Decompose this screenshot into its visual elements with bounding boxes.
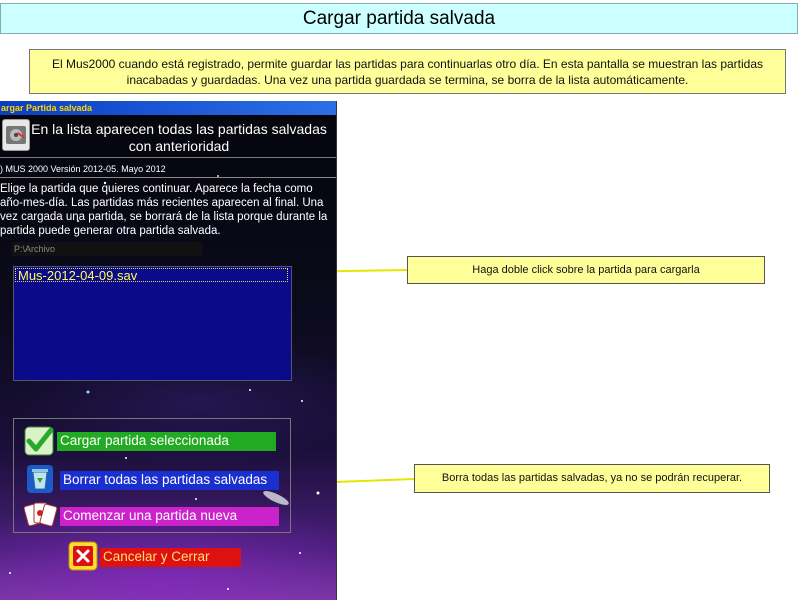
- recycle-bin-icon: [24, 464, 56, 499]
- hard-disk-icon: [2, 119, 30, 151]
- load-button-label: Cargar partida seleccionada: [57, 432, 276, 451]
- window-title: argar Partida salvada: [0, 101, 337, 115]
- cancel-button-label: Cancelar y Cerrar: [100, 548, 241, 567]
- checkmark-icon: [24, 426, 56, 461]
- playing-cards-icon: [24, 501, 58, 536]
- slide-title: Cargar partida salvada: [0, 3, 798, 34]
- intro-note: El Mus2000 cuando está registrado, permite guardar las partidas para continuarlas otro día. En esta pantalla se muestran las partidas inacabadas y guardadas. Una vez una partida guardada se termina, se borra de la lista automáticamente.: [29, 49, 786, 94]
- delete-all-button[interactable]: [24, 464, 284, 494]
- window-heading: En la lista aparecen todas las partidas salvadas con anterioridad: [31, 121, 327, 154]
- version-text: ) MUS 2000 Versión 2012-05. Mayo 2012: [0, 164, 166, 174]
- callout-delete-all: Borra todas las partidas salvadas, ya no se podrán recuperar.: [414, 464, 770, 493]
- callout-double-click: Haga doble click sobre la partida para cargarla: [407, 256, 765, 284]
- new-game-button[interactable]: [24, 501, 280, 531]
- x-icon: [68, 541, 100, 576]
- divider: [0, 177, 336, 178]
- list-item[interactable]: Mus-2012-04-09.sav: [15, 268, 288, 282]
- divider: [0, 157, 336, 158]
- cancel-close-button[interactable]: [68, 541, 244, 571]
- path-field: P:\Archivo: [12, 242, 202, 256]
- instructions-text: Elige la partida que quieres continuar. Aparece la fecha como año-mes-día. Las partidas más recientes aparecen al final. Una vez cargada una partida, se borrará de la lista porque durante la partida puede generar otra partida salvada.: [0, 183, 328, 237]
- saved-games-list[interactable]: [13, 266, 292, 381]
- new-game-button-label: Comenzar una partida nueva: [60, 507, 279, 526]
- load-game-window: [0, 101, 337, 600]
- load-selected-button[interactable]: [24, 426, 278, 456]
- delete-all-button-label: Borrar todas las partidas salvadas: [60, 471, 279, 490]
